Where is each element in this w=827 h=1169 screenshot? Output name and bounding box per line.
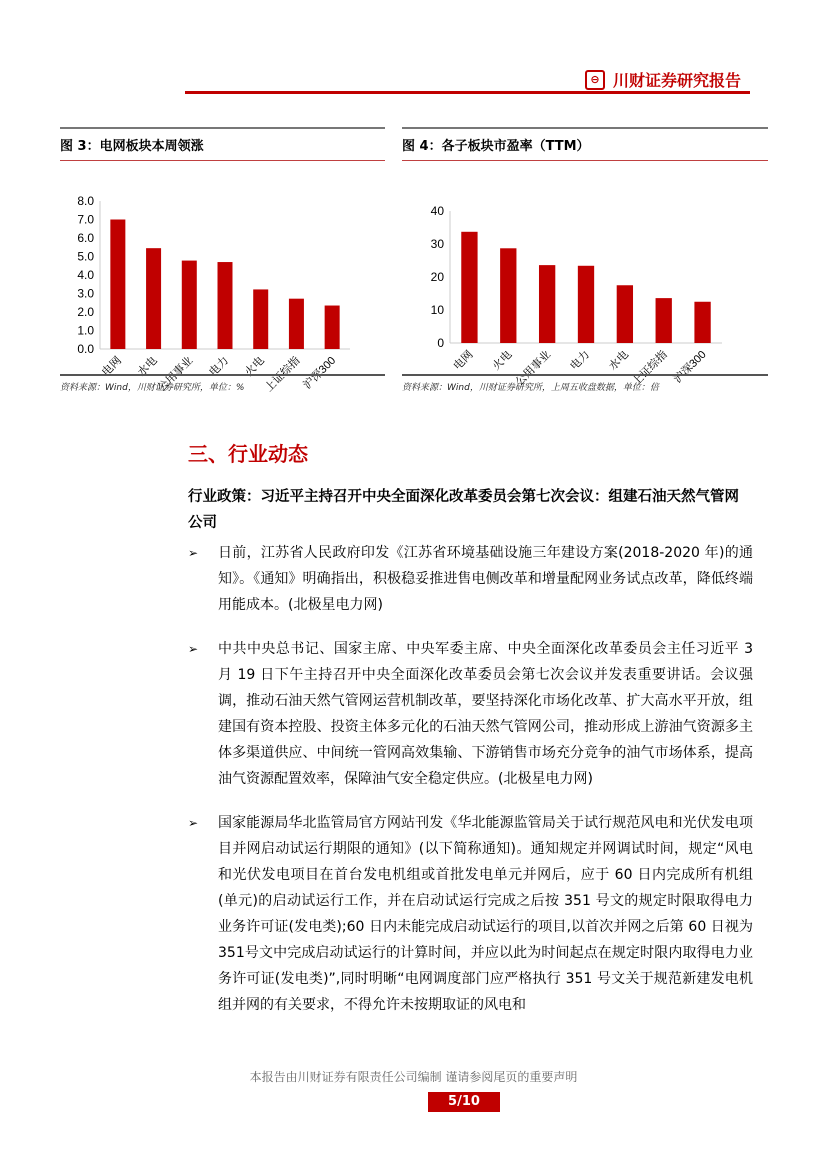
bar: [461, 232, 477, 343]
bar: [289, 299, 304, 349]
y-tick-label: 1.0: [77, 323, 94, 338]
x-tick-label: 沪深300: [671, 348, 709, 386]
bar: [218, 262, 233, 349]
x-tick-label: 公用事业: [513, 348, 554, 389]
bar: [253, 289, 268, 349]
figure-source: 资料来源：Wind，川财证券研究所，上周五收盘数据，单位：倍: [402, 374, 768, 393]
y-tick-label: 0: [437, 336, 444, 350]
y-tick-label: 40: [430, 204, 444, 218]
page-number: 5/10: [428, 1092, 500, 1112]
bar: [656, 298, 672, 343]
bar: [110, 220, 125, 350]
bullet-text: 中共中央总书记、国家主席、中央军委主席、中央全面深化改革委员会主任习近平 3 月 19 日下午主持召开中央全面深化改革委员会第七次会议并发表重要讲话。会议强调，推动石油天然气管网运营机制改革，要坚持深化市场化改革、扩大高水平开放，组建国有资本控股、投资主体多元化的石油天然气管网公司，推动形成上游油气资源多主体多渠道供应、中间统一管网高效集输、下游销售市场充分竞争的油气市场体系，提高油气资源配置效率，保障油气安全稳定供应。(北极星电力网): [218, 641, 753, 787]
y-tick-label: 20: [430, 270, 444, 284]
y-tick-label: 6.0: [77, 231, 94, 245]
bar: [539, 265, 555, 343]
list-item: [188, 810, 753, 1018]
x-tick-label: 火电: [490, 348, 515, 373]
figure-title: 图 3：电网板块本周领涨: [60, 129, 385, 161]
y-tick-label: 0.0: [77, 342, 94, 356]
bar: [182, 261, 197, 349]
brand-header: [585, 68, 741, 91]
bullet-text: 日前，江苏省人民政府印发《江苏省环境基础设施三年建设方案(2018-2020 年)的通知》。《通知》明确指出，积极稳妥推进售电侧改革和增量配网业务试点改革，降低终端用能成本。(北极星电力网): [218, 545, 753, 613]
y-tick-label: 8.0: [77, 194, 94, 208]
x-tick-label: 水电: [135, 354, 160, 379]
bullet-text: 国家能源局华北监管局官方网站刊发《华北能源监管局关于试行规范风电和光伏发电项目并网启动试运行期限的通知》(以下简称通知)。通知规定并网调试时间，规定“风电和光伏发电项目在首台发电机组或首批发电单元并网后，应于 60 日内完成所有机组(单元)的启动试运行工作，并在启动试运行完成之后按 351 号文的规定时限取得电力业务许可证(发电类);60 日内未能完成启动试运行的项目,以首次并网之后第 60 日视为 351号文中完成启动试运行的计算时间，并应以此为时间起点在规定时限内取得电力业务许可证(发电类)”,同时明晰“电网调度部门应严格执行 351 号文关于规范新建发电机组并网的有关要求，不得允许未按期取证的风电和: [218, 815, 753, 1013]
footer-disclaimer: 本报告由川财证券有限责任公司编制 谨请参阅尾页的重要声明: [249, 1070, 578, 1084]
news-list: [188, 540, 753, 1036]
figure-source: 资料来源：Wind，川财证券研究所，单位：%: [60, 374, 385, 393]
y-tick-label: 5.0: [77, 249, 94, 264]
arrow-bullet-icon: ➢: [188, 816, 199, 830]
section-heading: 三、行业动态: [188, 442, 308, 466]
x-tick-label: 电网: [99, 354, 124, 379]
y-tick-label: 30: [430, 237, 444, 251]
bar: [325, 306, 340, 349]
bar: [578, 266, 594, 343]
figure-3: [60, 127, 385, 402]
bar: [694, 302, 710, 343]
x-tick-label: 公用事业: [155, 354, 196, 395]
x-tick-label: 上证综指: [630, 348, 670, 389]
bar: [617, 285, 633, 343]
list-item: [188, 540, 753, 618]
bar: [500, 248, 516, 343]
y-tick-label: 4.0: [77, 268, 94, 282]
y-tick-label: 7.0: [77, 212, 94, 227]
x-tick-label: 电网: [451, 348, 476, 373]
brand-logo-icon: ⊖: [585, 70, 605, 90]
x-tick-label: 电力: [207, 354, 232, 379]
figure-4: [402, 127, 768, 402]
x-tick-label: 沪深300: [301, 354, 339, 392]
bar: [146, 248, 161, 349]
arrow-bullet-icon: ➢: [188, 546, 199, 560]
header-rule: [185, 91, 750, 94]
x-tick-label: 火电: [242, 354, 267, 379]
y-tick-label: 3.0: [77, 286, 94, 301]
x-tick-label: 水电: [606, 348, 631, 373]
y-tick-label: 2.0: [77, 305, 94, 319]
figure-title: 图 4：各子板块市盈率（TTM）: [402, 129, 768, 161]
list-item: [188, 636, 753, 792]
section-subheading: 行业政策：习近平主持召开中央全面深化改革委员会第七次会议：组建石油天然气管网公司: [188, 489, 739, 531]
x-tick-label: 上证综指: [262, 354, 303, 395]
arrow-bullet-icon: ➢: [188, 642, 199, 656]
x-tick-label: 电力: [568, 348, 593, 373]
y-tick-label: 10: [430, 303, 444, 317]
brand-name: 川财证券研究报告: [613, 71, 742, 90]
